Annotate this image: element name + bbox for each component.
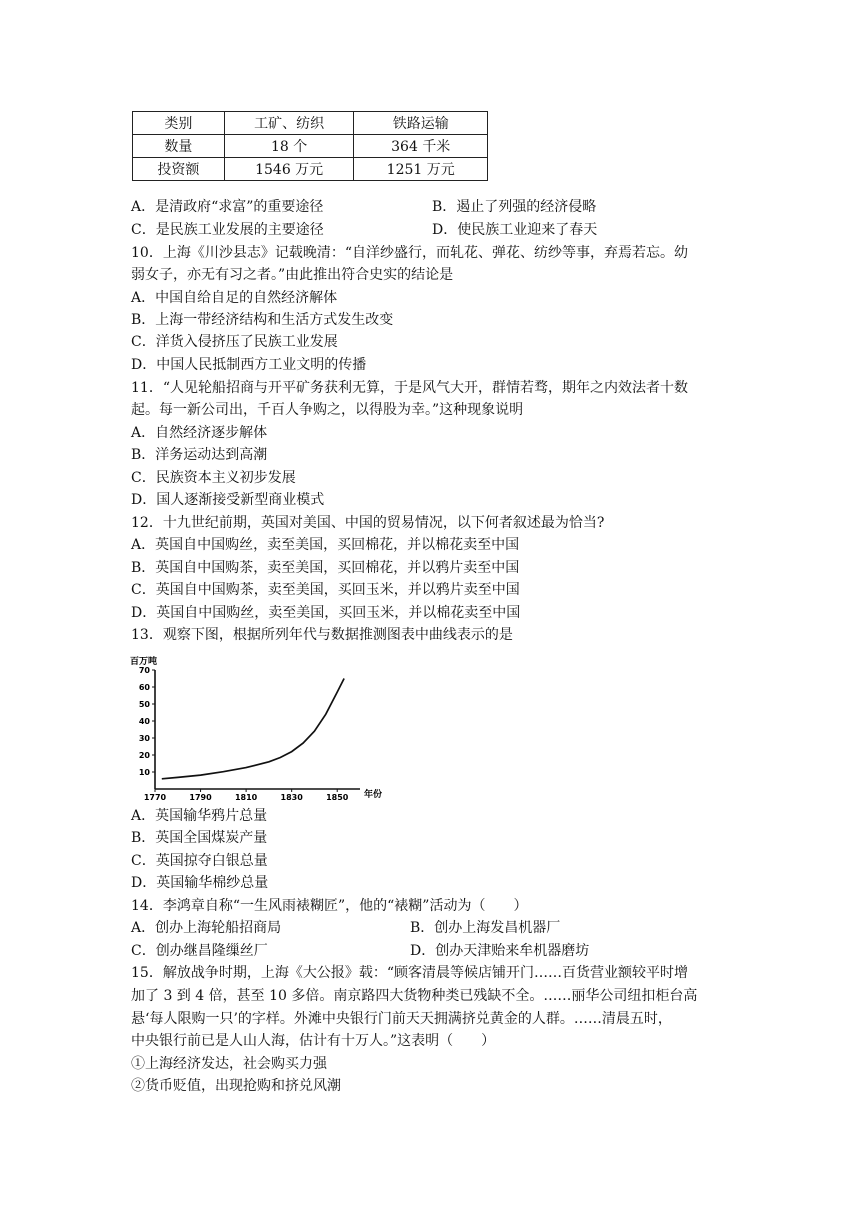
q14-option-a: A．创办上海轮船招商局 xyxy=(131,920,282,936)
table-cell: 1251 万元 xyxy=(354,158,488,181)
q10-option-c: C．洋货入侵挤压了民族工业发展 xyxy=(131,334,338,350)
q13-option-d: D．英国输华棉纱总量 xyxy=(131,875,269,891)
q13-stem: 13．观察下图，根据所列年代与数据推测图表中曲线表示的是 xyxy=(131,627,513,643)
q11-option-b: B．洋务运动达到高潮 xyxy=(131,447,268,463)
x-ticks xyxy=(144,789,349,800)
investment-table xyxy=(132,111,488,181)
q12-option-a: A．英国自中国购丝，卖至美国，买回棉花，并以棉花卖至中国 xyxy=(131,537,520,553)
q12-option-d: D．英国自中国购丝，卖至美国，买回玉米，并以棉花卖至中国 xyxy=(131,605,521,621)
y-tick-label: 60 xyxy=(138,683,150,692)
table-cell: 类别 xyxy=(133,112,225,135)
table-row xyxy=(133,112,488,135)
y-tick-label: 40 xyxy=(138,717,150,726)
q9-option-b: B．遏止了列强的经济侵略 xyxy=(432,199,597,215)
q15-stem-cont: 加了 3 到 4 倍，甚至 10 多倍。南京路四大货物种类已残缺不全。……丽华公司纽扣柜台高 xyxy=(131,988,698,1004)
q15-item-2: ②货币贬值，出现抢购和挤兑风潮 xyxy=(131,1078,341,1094)
table-cell: 工矿、纺织 xyxy=(224,112,354,135)
q10-stem: 10．上海《川沙县志》记载晚清：“自洋纱盛行，而轧花、弹花、纺纱等事，弃焉若忘。幼 xyxy=(131,245,688,261)
table-cell: 铁路运输 xyxy=(354,112,488,135)
x-axis-label: 年份 xyxy=(364,790,383,800)
table-cell: 数量 xyxy=(133,135,225,158)
table-cell: 1546 万元 xyxy=(224,158,354,181)
q11-stem: 11．“人见轮船招商与开平矿务获利无算，于是风气大开，群情若骛，期年之内效法者十数 xyxy=(131,380,688,396)
x-tick-label: 1850 xyxy=(326,793,349,800)
y-tick-label: 50 xyxy=(138,700,150,709)
q13-option-a: A．英国输华鸦片总量 xyxy=(131,808,268,824)
q13-option-c: C．英国掠夺白银总量 xyxy=(131,853,268,869)
q14-option-d: D．创办天津贻来牟机器磨坊 xyxy=(410,943,590,959)
y-tick-label: 20 xyxy=(138,751,150,760)
table-row xyxy=(133,158,488,181)
q14-option-b: B．创办上海发昌机器厂 xyxy=(410,920,561,936)
q11-option-c: C．民族资本主义初步发展 xyxy=(131,470,296,486)
q10-option-b: B．上海一带经济结构和生活方式发生改变 xyxy=(131,312,394,328)
y-axis-label: 百万吨 xyxy=(130,657,158,667)
q14-option-c: C．创办继昌隆缫丝厂 xyxy=(131,943,268,959)
y-ticks xyxy=(139,666,155,777)
q10-option-a: A．中国自给自足的自然经济解体 xyxy=(131,290,338,306)
x-tick-label: 1830 xyxy=(280,793,303,800)
q15-stem-cont: 中央银行前已是人山人海，估计有十万人。”这表明（ ） xyxy=(131,1033,496,1049)
y-tick-label: 10 xyxy=(138,768,150,777)
q14-stem: 14．李鸿章自称“一生风雨裱糊匠”，他的“裱糊”活动为（ ） xyxy=(131,898,528,914)
data-curve xyxy=(162,679,344,779)
q15-item-1: ①上海经济发达，社会购买力强 xyxy=(131,1056,327,1072)
q9-option-c: C．是民族工业发展的主要途径 xyxy=(131,222,324,238)
q9-option-a: A．是清政府“求富”的重要途径 xyxy=(131,199,324,215)
q15-stem-cont: 悬‘每人限购一只’的字样。外滩中央银行门前天天拥满挤兑黄金的人群。……清晨五时， xyxy=(131,1011,672,1027)
x-tick-label: 1810 xyxy=(234,793,258,800)
q12-option-b: B．英国自中国购茶，卖至美国，买回棉花，并以鸦片卖至中国 xyxy=(131,560,520,576)
q15-stem: 15．解放战争时期，上海《大公报》载：“顾客清晨等候店铺开门……百货营业额较平时增 xyxy=(131,965,688,981)
y-tick-label: 30 xyxy=(138,734,150,743)
table-cell: 投资额 xyxy=(133,158,225,181)
table-cell: 364 千米 xyxy=(354,135,488,158)
coal-chart xyxy=(128,648,388,800)
q12-option-c: C．英国自中国购茶，卖至美国，买回玉米，并以鸦片卖至中国 xyxy=(131,582,520,598)
q12-stem: 12．十九世纪前期，英国对美国、中国的贸易情况，以下何者叙述最为恰当? xyxy=(131,515,605,531)
q11-stem-cont: 起。每一新公司出，千百人争购之，以得股为幸。”这种现象说明 xyxy=(131,402,524,418)
x-tick-label: 1790 xyxy=(189,793,212,800)
y-tick-label: 70 xyxy=(138,666,150,675)
q10-stem-cont: 弱女子，亦无有习之者。”由此推出符合史实的结论是 xyxy=(131,267,454,283)
q9-option-d: D．使民族工业迎来了春天 xyxy=(432,222,598,238)
q11-option-d: D．国人逐渐接受新型商业模式 xyxy=(131,492,325,508)
table-row xyxy=(133,135,488,158)
x-tick-label: 1770 xyxy=(143,793,167,800)
table-cell: 18 个 xyxy=(224,135,354,158)
q11-option-a: A．自然经济逐步解体 xyxy=(131,425,268,441)
q13-option-b: B．英国全国煤炭产量 xyxy=(131,830,268,846)
q10-option-d: D．中国人民抵制西方工业文明的传播 xyxy=(131,357,367,373)
